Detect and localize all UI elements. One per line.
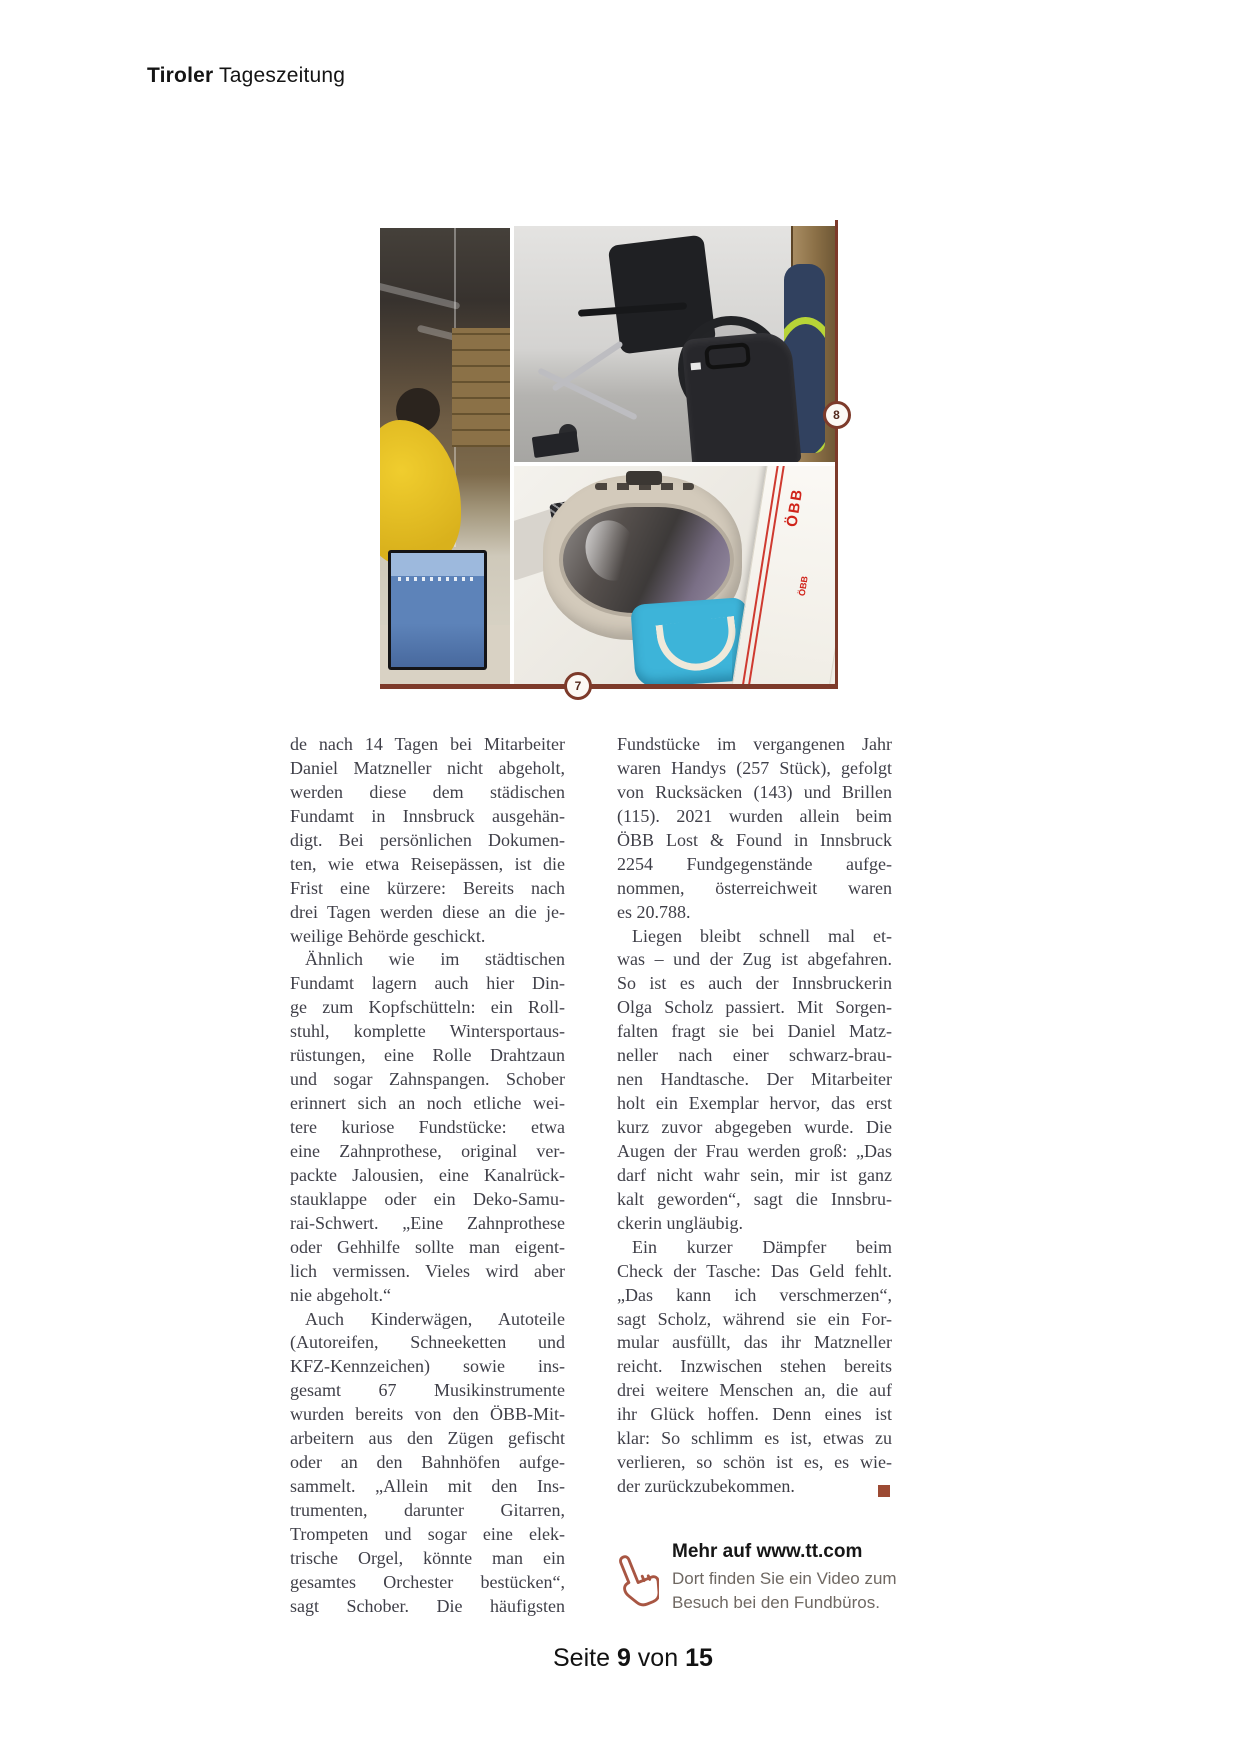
article-line: Frist eine kürzere: Bereits nach — [290, 877, 565, 898]
suitcase-handle — [704, 342, 751, 370]
figure-border-right — [835, 220, 838, 689]
article-line: trische Orgel, könnte man ein — [290, 1547, 565, 1568]
article-line: werden diese dem städischen — [290, 781, 565, 802]
article-line: (115). 2021 wurden allein beim — [617, 805, 892, 826]
wheelchair-frame — [552, 340, 625, 392]
article-line: Fundamt in Innsbruck ausgehän- — [290, 805, 565, 826]
article-line: klar: So schlimm es ist, etwas zu — [617, 1428, 892, 1449]
storage-lockers — [452, 328, 511, 447]
article-line: sammelt. „Allein mit den Ins- — [290, 1476, 565, 1497]
obb-envelopes — [732, 466, 835, 684]
article-line: stauklappe oder ein Deko-Samu- — [290, 1188, 565, 1209]
obb-logo-text-small: ÖBB — [796, 575, 810, 597]
article-line: oder an den Bahnhöfen aufge- — [290, 1452, 565, 1473]
article-line: Ähnlich wie im städtischen — [305, 949, 565, 970]
footer-separator: von — [637, 1644, 679, 1672]
article-line: de nach 14 Tagen bei Mitarbeiter — [290, 734, 565, 754]
article-line: und sogar Zahnspangen. Schober — [290, 1069, 565, 1090]
photo-lost-and-found-office — [380, 228, 510, 684]
article-line: (Autoreifen, Schneeketten und — [290, 1332, 565, 1353]
article-line: nen Handtasche. Der Mitarbeiter — [617, 1069, 892, 1090]
article-line: gesamt 67 Musikinstrumente — [290, 1380, 565, 1401]
article-line: der zurückzubekommen. — [617, 1476, 795, 1497]
article-line: Fundstücke im vergangenen Jahr — [617, 734, 892, 754]
brand-bold: Tiroler — [147, 64, 214, 87]
footer-total-pages: 15 — [685, 1644, 713, 1672]
article-line: ten, wie etwa Reisepässen, ist die — [290, 853, 565, 874]
article-line: gesamtes Orchester bestücken“, — [290, 1571, 565, 1592]
wheelchair-frame — [537, 368, 638, 421]
footer-page-number: 9 — [616, 1644, 631, 1672]
article-line: Auch Kinderwägen, Autoteile — [305, 1308, 565, 1329]
monitor-screen — [391, 553, 485, 667]
article-line: Check der Tasche: Das Geld fehlt. — [617, 1260, 892, 1281]
photo-wheelchair-luggage — [514, 226, 835, 462]
article-line: kalt geworden“, sagt die Innsbru- — [617, 1188, 892, 1209]
article-line: darf nicht wahr sein, mir ist ganz — [617, 1164, 892, 1185]
envelope-red-line — [745, 466, 787, 684]
envelope-red-line — [740, 466, 782, 684]
article-line: ihr Glück hoffen. Denn eines ist — [617, 1404, 892, 1425]
article-line: sagt Scholz, während sie ein For- — [617, 1308, 892, 1329]
article-line: „Das kann ich verschmerzen“, — [617, 1284, 892, 1305]
article-line: eine Zahnprothese, original ver- — [290, 1140, 565, 1161]
promo-text — [672, 1541, 902, 1614]
newspaper-brand — [147, 64, 345, 88]
article-line: nie abgeholt.“ — [290, 1284, 391, 1305]
article-line: trumenten, darunter Gitarren, — [290, 1500, 565, 1520]
photo-number-badge: 7 — [564, 672, 592, 700]
photo-number-badge: 8 — [823, 401, 851, 429]
article-line: nommen, österreichweit waren — [617, 877, 892, 898]
article-line: falten fragt sie bei Daniel Matz- — [617, 1021, 892, 1042]
article-line: KFZ-Kennzeichen) sowie ins- — [290, 1356, 565, 1377]
article-line: verlieren, so schön ist es, es wie- — [617, 1452, 892, 1473]
article-column-right — [617, 733, 892, 1499]
article-line: Ein kurzer Dämpfer beim — [632, 1236, 892, 1257]
article-line: packte Jalousien, eine Kanalrück- — [290, 1164, 565, 1185]
article-line: drei Tagen werden diese an die je- — [290, 901, 565, 922]
lens-reflection — [579, 514, 644, 587]
article-line: neller nach einer schwarz-brau- — [617, 1045, 892, 1066]
article-line: erinnert sich an noch etliche wei- — [290, 1093, 565, 1114]
obb-logo-text: ÖBB — [782, 486, 806, 529]
monitor-toolbar — [398, 577, 478, 581]
article-line: reicht. Inzwischen stehen bereits — [617, 1356, 892, 1377]
article-line: Fundamt lagern auch hier Din- — [290, 973, 565, 994]
photo-collage — [380, 220, 840, 693]
article-line: kurz zuvor abgegeben wurde. Die — [617, 1117, 892, 1137]
computer-monitor — [388, 550, 488, 670]
article-line: ge zum Kopfschütteln: ein Roll- — [290, 997, 565, 1018]
article-column-left — [290, 733, 565, 1619]
goggle-brand-plate — [626, 471, 662, 484]
pointing-hand-icon — [617, 1547, 659, 1615]
article-line: Daniel Matzneller nicht abgeholt, — [290, 757, 565, 778]
article-line: Liegen bleibt schnell mal et- — [632, 925, 892, 946]
glass-reflection — [380, 281, 460, 310]
article-line: arbeitern aus den Zügen gefischt — [290, 1428, 565, 1449]
obb-envelope — [732, 466, 835, 684]
article-line: waren Handys (257 Stück), gefolgt — [617, 757, 892, 778]
photo-ski-goggles-dentures — [514, 466, 835, 684]
promo-title: Mehr auf www.tt.com — [672, 1541, 863, 1562]
article-line: So ist es auch der Innsbruckerin — [617, 973, 892, 994]
article-end-mark — [878, 1485, 890, 1497]
article-line: stuhl, komplette Wintersportaus- — [290, 1021, 565, 1042]
article-line: digt. Bei persönlichen Dokumen- — [290, 829, 565, 850]
article-line: Trompeten und sogar eine elek- — [290, 1523, 565, 1544]
article-line: holt ein Exemplar hervor, das erst — [617, 1093, 892, 1114]
article-line: tere kuriose Fundstücke: etwa — [290, 1117, 565, 1137]
article-line: ckerin ungläubig. — [617, 1212, 743, 1233]
article-line: drei weitere Menschen an, die auf — [617, 1380, 892, 1401]
lost-phone — [532, 431, 579, 458]
article-line: von Rucksäcken (143) und Brillen — [617, 781, 892, 802]
yellow-jacket-person — [380, 420, 461, 566]
article-line: was – und der Zug ist abgefahren. — [617, 949, 892, 970]
article-line: oder Gehhilfe sollte man eigent- — [290, 1236, 565, 1257]
article-line: mular ausfüllt, das ihr Matzneller — [617, 1332, 892, 1353]
article-line: sagt Schober. Die häufigsten — [290, 1595, 565, 1616]
article-line: rüstungen, eine Rolle Drahtzaun — [290, 1045, 565, 1066]
article-line: weilige Behörde geschickt. — [290, 925, 486, 946]
suitcase-label — [690, 362, 701, 370]
article-line: es 20.788. — [617, 901, 691, 922]
promo-box — [617, 1541, 902, 1614]
lost-suitcase — [682, 330, 802, 462]
figure-border-bottom — [380, 684, 838, 689]
article-line: 2254 Fundgegenstände aufge- — [617, 853, 892, 874]
article-line: rai-Schwert. „Eine Zahnprothese — [290, 1212, 565, 1233]
page-indicator — [553, 1644, 713, 1673]
dental-retainer — [656, 616, 740, 675]
promo-text-line: Dort finden Sie ein Video zum — [672, 1569, 897, 1588]
article-line: wurden bereits von den ÖBB-Mit- — [290, 1404, 565, 1425]
footer-prefix: Seite — [553, 1644, 610, 1672]
article-line: Augen der Frau werden groß: „Das — [617, 1140, 892, 1161]
brand-rest: Tageszeitung — [213, 64, 346, 87]
article-line: Olga Scholz passiert. Mit Sorgen- — [617, 997, 892, 1018]
article-line: ÖBB Lost & Found in Innsbruck — [617, 829, 892, 850]
promo-text-line: Besuch bei den Fundbüros. — [672, 1592, 880, 1612]
article-line: lich vermissen. Vieles wird aber — [290, 1260, 565, 1281]
